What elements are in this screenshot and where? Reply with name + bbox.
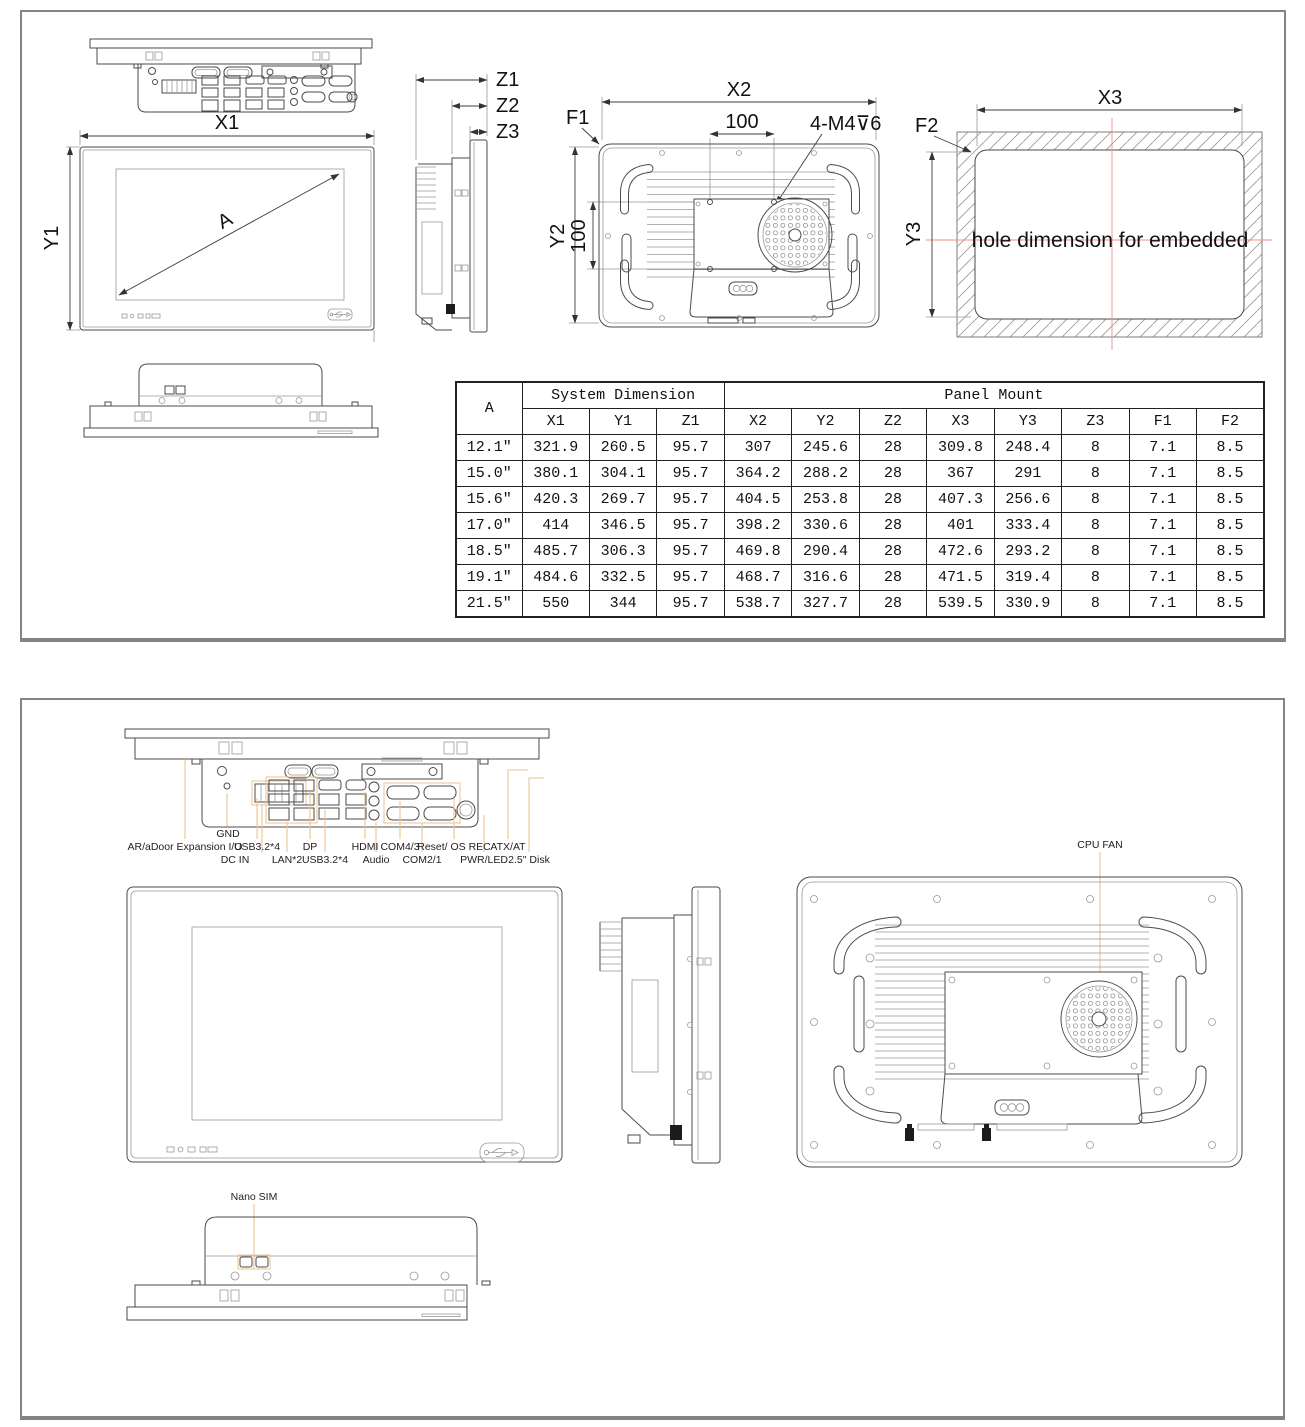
- cell-size: 15.0": [456, 461, 522, 487]
- cell-value: 398.2: [724, 513, 791, 539]
- cell-value: 330.6: [792, 513, 859, 539]
- table-group-panel-mount: Panel Mount: [724, 382, 1264, 409]
- io-label-com43: COM4/3: [380, 841, 420, 853]
- cell-value: 7.1: [1129, 565, 1196, 591]
- sheet-2: [20, 698, 1285, 1420]
- table-row: [456, 513, 1264, 539]
- cell-value: 8: [1062, 435, 1129, 461]
- cell-value: 256.6: [994, 487, 1061, 513]
- io-label-usb-a: USB3.2*4: [233, 841, 281, 853]
- cell-value: 309.8: [927, 435, 994, 461]
- cell-value: 304.1: [589, 461, 656, 487]
- cell-value: 248.4: [994, 435, 1061, 461]
- cell-value: 468.7: [724, 565, 791, 591]
- dimension-table-body: [456, 435, 1264, 618]
- cell-value: 95.7: [657, 461, 724, 487]
- cell-value: 550: [522, 591, 589, 618]
- io-label-com21: COM2/1: [402, 854, 442, 866]
- cell-value: 245.6: [792, 435, 859, 461]
- back-view-drawing-2: [797, 839, 1242, 1167]
- io-label-atx: ATX/AT: [490, 841, 526, 853]
- cell-size: 15.6": [456, 487, 522, 513]
- cell-value: 8: [1062, 539, 1129, 565]
- cell-value: 95.7: [657, 539, 724, 565]
- cell-size: 19.1": [456, 565, 522, 591]
- cell-value: 327.7: [792, 591, 859, 618]
- sheet-1: [20, 10, 1286, 642]
- io-label-dp: DP: [302, 841, 318, 853]
- io-bottom-view-drawing: [90, 39, 372, 112]
- cell-value: 367: [927, 461, 994, 487]
- cell-value: 8: [1062, 591, 1129, 618]
- dim-label-y2: Y2: [547, 223, 569, 249]
- col-header-x2: X2: [724, 409, 791, 435]
- cell-value: 8.5: [1197, 461, 1264, 487]
- dim-label-vesa-v: 100: [568, 219, 590, 253]
- sheet2-drawing-svg: [22, 700, 1283, 1414]
- cell-value: 28: [859, 487, 926, 513]
- cell-value: 8: [1062, 487, 1129, 513]
- io-label-gnd: GND: [216, 828, 240, 840]
- cell-value: 330.9: [994, 591, 1061, 618]
- dimension-table: [455, 381, 1265, 618]
- cell-value: 471.5: [927, 565, 994, 591]
- cell-value: 469.8: [724, 539, 791, 565]
- cell-size: 17.0": [456, 513, 522, 539]
- cell-value: 95.7: [657, 435, 724, 461]
- io-label-expansion: AR/aDoor Expansion I/O: [127, 841, 243, 853]
- table-row: [456, 435, 1264, 461]
- cell-value: 8.5: [1197, 487, 1264, 513]
- table-corner-header: A: [456, 382, 522, 435]
- col-header-x3: X3: [927, 409, 994, 435]
- cell-value: 7.1: [1129, 487, 1196, 513]
- io-label-disk: 2.5" Disk: [508, 854, 550, 866]
- io-bottom-view-labeled-drawing: [125, 729, 551, 866]
- cell-value: 346.5: [589, 513, 656, 539]
- dim-label-diagonal: A: [214, 208, 237, 234]
- cell-size: 18.5": [456, 539, 522, 565]
- dim-label-x3: X3: [1097, 87, 1123, 109]
- cell-value: 7.1: [1129, 461, 1196, 487]
- cell-value: 364.2: [724, 461, 791, 487]
- cell-value: 8: [1062, 513, 1129, 539]
- io-label-pwr-led: PWR/LED: [460, 854, 508, 866]
- cell-value: 344: [589, 591, 656, 618]
- hole-dimension-drawing: [903, 87, 1272, 350]
- io-label-dc-in: DC IN: [220, 854, 250, 866]
- cpu-fan-label: CPU FAN: [1077, 839, 1123, 851]
- table-row: [456, 461, 1264, 487]
- cell-value: 95.7: [657, 513, 724, 539]
- dim-label-thread: 4-M4⊽6: [810, 113, 882, 135]
- dim-label-x1: X1: [214, 112, 240, 134]
- dim-label-y3: Y3: [903, 221, 925, 247]
- cell-value: 291: [994, 461, 1061, 487]
- cell-value: 401: [927, 513, 994, 539]
- col-header-y2: Y2: [792, 409, 859, 435]
- cell-value: 28: [859, 435, 926, 461]
- side-view-drawing: [416, 69, 519, 332]
- cell-value: 472.6: [927, 539, 994, 565]
- io-label-lan: LAN*2: [271, 854, 303, 866]
- dim-label-z2: Z2: [496, 95, 520, 117]
- cell-size: 12.1": [456, 435, 522, 461]
- cell-value: 8.5: [1197, 565, 1264, 591]
- cell-value: 484.6: [522, 565, 589, 591]
- col-header-y1: Y1: [589, 409, 656, 435]
- usb-badge-icon-2: [480, 1143, 524, 1162]
- cell-value: 8.5: [1197, 513, 1264, 539]
- table-row: [456, 591, 1264, 618]
- cell-value: 8: [1062, 565, 1129, 591]
- cell-value: 333.4: [994, 513, 1061, 539]
- cell-value: 306.3: [589, 539, 656, 565]
- cell-value: 7.1: [1129, 539, 1196, 565]
- cell-value: 7.1: [1129, 435, 1196, 461]
- col-header-f2: F2: [1197, 409, 1264, 435]
- cell-value: 7.1: [1129, 591, 1196, 618]
- cell-value: 538.7: [724, 591, 791, 618]
- top-view-drawing: [84, 364, 378, 437]
- io-label-usb-b: USB3.2*4: [301, 854, 349, 866]
- io-label-hdmi: HDMI: [351, 841, 379, 853]
- front-indicator-icons-2: [167, 1147, 217, 1152]
- back-view-drawing: [547, 79, 881, 327]
- io-label-reset: Reset/ OS REC: [417, 841, 491, 853]
- col-header-z2: Z2: [859, 409, 926, 435]
- cell-value: 316.6: [792, 565, 859, 591]
- col-header-z1: Z1: [657, 409, 724, 435]
- cell-value: 414: [522, 513, 589, 539]
- cell-value: 288.2: [792, 461, 859, 487]
- cell-value: 539.5: [927, 591, 994, 618]
- col-header-z3: Z3: [1062, 409, 1129, 435]
- front-view-drawing: [41, 112, 374, 342]
- cell-value: 420.3: [522, 487, 589, 513]
- cell-value: 307: [724, 435, 791, 461]
- cell-value: 8.5: [1197, 591, 1264, 618]
- cell-value: 293.2: [994, 539, 1061, 565]
- dim-label-z1: Z1: [496, 69, 520, 91]
- cell-value: 260.5: [589, 435, 656, 461]
- col-header-x1: X1: [522, 409, 589, 435]
- cell-value: 28: [859, 513, 926, 539]
- cell-value: 95.7: [657, 591, 724, 618]
- cell-value: 380.1: [522, 461, 589, 487]
- cell-value: 404.5: [724, 487, 791, 513]
- cell-value: 28: [859, 591, 926, 618]
- dim-label-f2: F2: [915, 115, 939, 137]
- front-indicator-icons: [122, 314, 160, 318]
- cell-value: 332.5: [589, 565, 656, 591]
- cell-value: 7.1: [1129, 513, 1196, 539]
- table-row: [456, 539, 1264, 565]
- side-view-drawing-2: [600, 887, 720, 1163]
- cell-size: 21.5": [456, 591, 522, 618]
- dim-label-f1: F1: [566, 107, 590, 129]
- nano-sim-label: Nano SIM: [230, 1191, 278, 1203]
- col-header-y3: Y3: [994, 409, 1061, 435]
- dim-label-y1: Y1: [41, 225, 63, 251]
- table-group-system-dimension: System Dimension: [522, 382, 724, 409]
- table-row: [456, 565, 1264, 591]
- cell-value: 253.8: [792, 487, 859, 513]
- top-view-drawing-2: [127, 1191, 490, 1320]
- table-row: [456, 487, 1264, 513]
- cell-value: 485.7: [522, 539, 589, 565]
- cell-value: 95.7: [657, 565, 724, 591]
- io-label-audio: Audio: [362, 854, 390, 866]
- front-view-drawing-2: [127, 887, 562, 1162]
- cell-value: 28: [859, 539, 926, 565]
- dim-label-x2: X2: [726, 79, 752, 101]
- cell-value: 319.4: [994, 565, 1061, 591]
- hole-dimension-note: hole dimension for embedded: [971, 229, 1249, 252]
- cell-value: 407.3: [927, 487, 994, 513]
- cell-value: 321.9: [522, 435, 589, 461]
- usb-badge-icon: [328, 309, 352, 320]
- cell-value: 8.5: [1197, 539, 1264, 565]
- cell-value: 8.5: [1197, 435, 1264, 461]
- cell-value: 28: [859, 461, 926, 487]
- cell-value: 269.7: [589, 487, 656, 513]
- dim-label-z3: Z3: [496, 121, 520, 143]
- cell-value: 290.4: [792, 539, 859, 565]
- cell-value: 95.7: [657, 487, 724, 513]
- dim-label-vesa-h: 100: [725, 111, 759, 133]
- cell-value: 28: [859, 565, 926, 591]
- col-header-f1: F1: [1129, 409, 1196, 435]
- cell-value: 8: [1062, 461, 1129, 487]
